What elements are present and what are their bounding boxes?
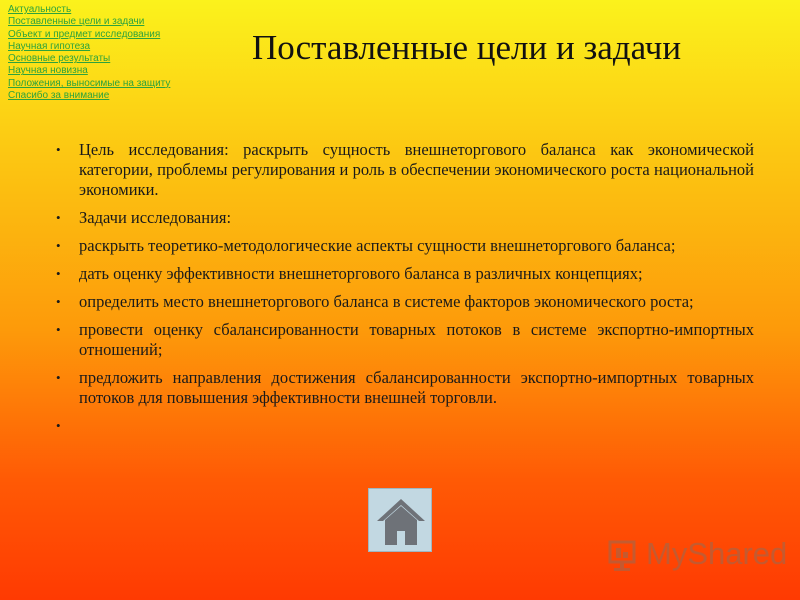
nav-link-goals[interactable]: Поставленные цели и задачи xyxy=(8,16,145,28)
bullet-item xyxy=(56,140,754,200)
bullet-text: раскрыть теоретико-методологические аспекты сущности внешнеторгового баланса; xyxy=(79,236,676,255)
bullet-marker: • xyxy=(56,370,61,385)
bullet-marker: • xyxy=(56,418,61,433)
bullet-item xyxy=(56,208,754,228)
bullet-text: определить место внешнеторгового баланса в системе факторов экономического роста; xyxy=(79,292,694,311)
bullet-marker: • xyxy=(56,142,61,157)
bullet-marker: • xyxy=(56,210,61,225)
bullet-marker: • xyxy=(56,266,61,281)
bullet-item xyxy=(56,320,754,360)
nav-link-results[interactable]: Основные результаты xyxy=(8,53,111,65)
nav-link-thanks[interactable]: Спасибо за внимание xyxy=(8,90,110,102)
bullet-text: провести оценку сбалансированности товарных потоков в системе экспортно-импортных отношений; xyxy=(79,320,754,359)
watermark xyxy=(608,532,787,576)
bullet-item xyxy=(56,292,754,312)
bullet-text: Задачи исследования: xyxy=(79,208,232,227)
nav-link-novelty[interactable]: Научная новизна xyxy=(8,65,88,77)
bullet-list xyxy=(56,140,754,433)
bullet-item xyxy=(56,264,754,284)
nav-link-object[interactable]: Объект и предмет исследования xyxy=(8,28,161,40)
bullet-marker: • xyxy=(56,322,61,337)
nav-links xyxy=(8,4,170,102)
nav-link-hypothesis[interactable]: Научная гипотеза xyxy=(8,40,91,52)
bullet-marker: • xyxy=(56,294,61,309)
home-icon xyxy=(373,493,429,549)
nav-link-relevance[interactable]: Актуальность xyxy=(8,4,72,15)
bullet-text: дать оценку эффективности внешнеторгового баланса в различных концепциях; xyxy=(79,264,643,283)
bullet-text: Цель исследования: раскрыть сущность внешнеторгового баланса как экономической категории, проблемы регулирования и роль в обеспечении экономического роста национальной экономики. xyxy=(79,140,754,199)
watermark-text: MyShared xyxy=(646,536,788,571)
bullet-marker: • xyxy=(56,238,61,253)
myshared-logo-icon xyxy=(608,536,642,572)
home-button[interactable] xyxy=(368,488,432,552)
bullet-text: предложить направления достижения сбалансированности экспортно-импортных товарных потоков для повышения эффективности внешней торговли. xyxy=(79,368,754,407)
nav-link-provisions[interactable]: Положения, выносимые на защиту xyxy=(8,77,171,89)
bullet-item xyxy=(56,368,754,408)
bullet-item xyxy=(56,236,754,256)
slide-title: Поставленные цели и задачи xyxy=(252,28,682,67)
